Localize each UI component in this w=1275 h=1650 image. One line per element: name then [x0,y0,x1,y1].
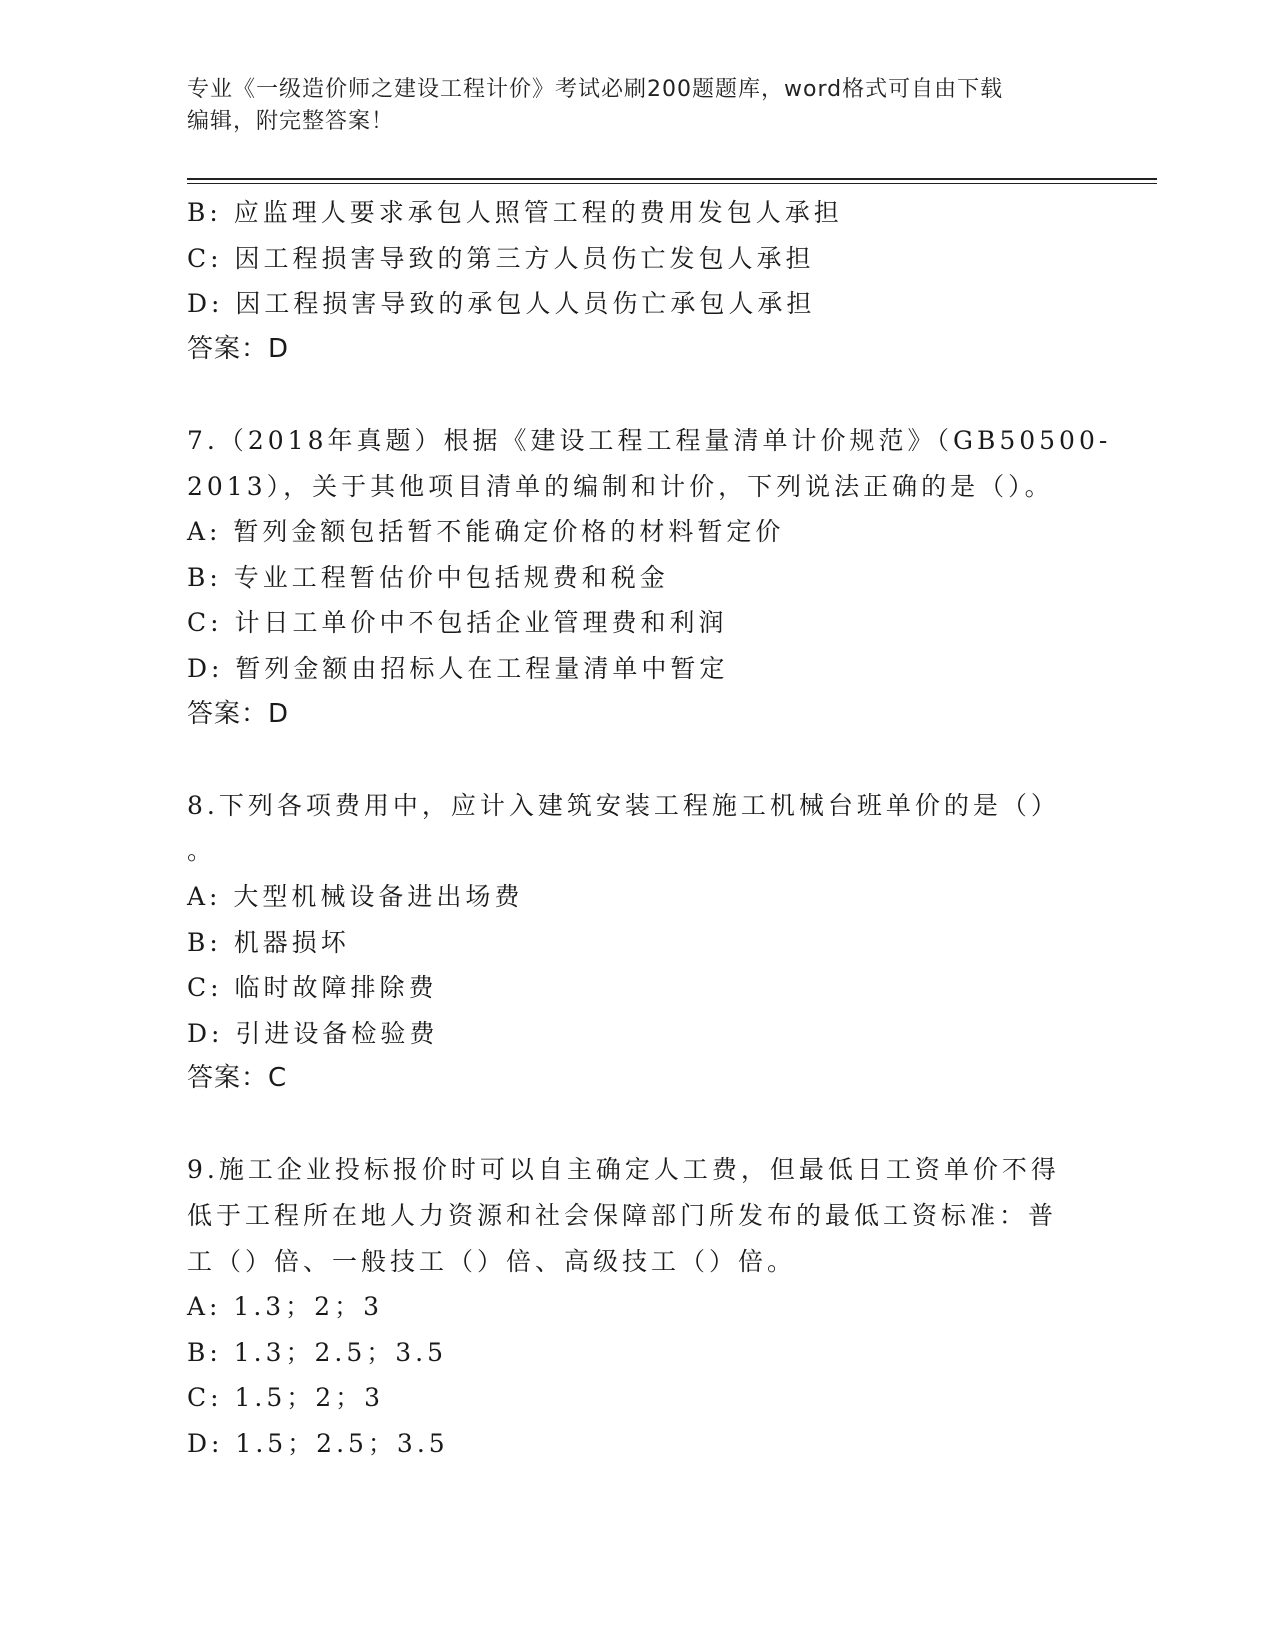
question-8 [187,783,1087,1102]
answer: 答案：D [187,333,290,364]
option-c: C: 1.5；2；3 [187,1383,385,1413]
question-stem-line: 9.施工企业投标报价时可以自主确定人工费，但最低日工资单价不得 [187,1155,1060,1185]
answer: 答案：D [187,698,290,729]
question-stem-line: 8.下列各项费用中，应计入建筑安装工程施工机械台班单价的是（） [187,790,1060,820]
document-body [187,190,1112,1467]
option-c: C: 临时故障排除费 [187,973,438,1003]
option-d: D: 1.5；2.5；3.5 [187,1429,449,1459]
option-b: B: 机器损坏 [187,927,350,957]
option-b: B: 专业工程暂估价中包括规费和税金 [187,562,669,592]
question-stem-line: 低于工程所在地人力资源和社会保障部门所发布的最低工资标准：普 [187,1201,1058,1231]
question-9 [187,1147,1087,1466]
question-stem-line: 2013），关于其他项目清单的编制和计价，下列说法正确的是（）。 [187,471,1054,501]
answer: 答案：C [187,1063,288,1094]
option-d: D: 暂列金额由招标人在工程量清单中暂定 [187,653,729,683]
option-d: D: 引进设备检验费 [187,1018,439,1048]
question-stem-line: 工（）倍、一般技工（）倍、高级技工（）倍。 [187,1246,797,1276]
option-c: C: 因工程损害导致的第三方人员伤亡发包人承担 [187,243,815,273]
header-line-2: 编辑，附完整答案！ [187,109,395,134]
question-6-continued [187,190,1087,372]
spacer [187,737,1087,783]
option-a: A: 大型机械设备进出场费 [187,881,524,911]
option-d: D: 因工程损害导致的承包人人员伤亡承包人承担 [187,289,816,319]
option-b: B: 1.3；2.5；3.5 [187,1337,448,1367]
page-header [187,74,1087,138]
question-stem-line: 7.（2018年真题）根据《建设工程工程量清单计价规范》（GB50500- [187,425,1112,455]
header-divider [187,178,1157,184]
spacer [187,372,1087,418]
option-a: A: 1.3；2；3 [187,1292,383,1322]
question-stem-line: 。 [187,836,217,866]
question-7 [187,418,1112,737]
option-a: A: 暂列金额包括暂不能确定价格的材料暂定价 [187,517,785,547]
header-line-1: 专业《一级造价师之建设工程计价》考试必刷200题题库，word格式可自由下载 [187,77,1004,102]
spacer [187,1102,1087,1148]
option-c: C: 计日工单价中不包括企业管理费和利润 [187,608,728,638]
option-b: B: 应监理人要求承包人照管工程的费用发包人承担 [187,198,843,227]
